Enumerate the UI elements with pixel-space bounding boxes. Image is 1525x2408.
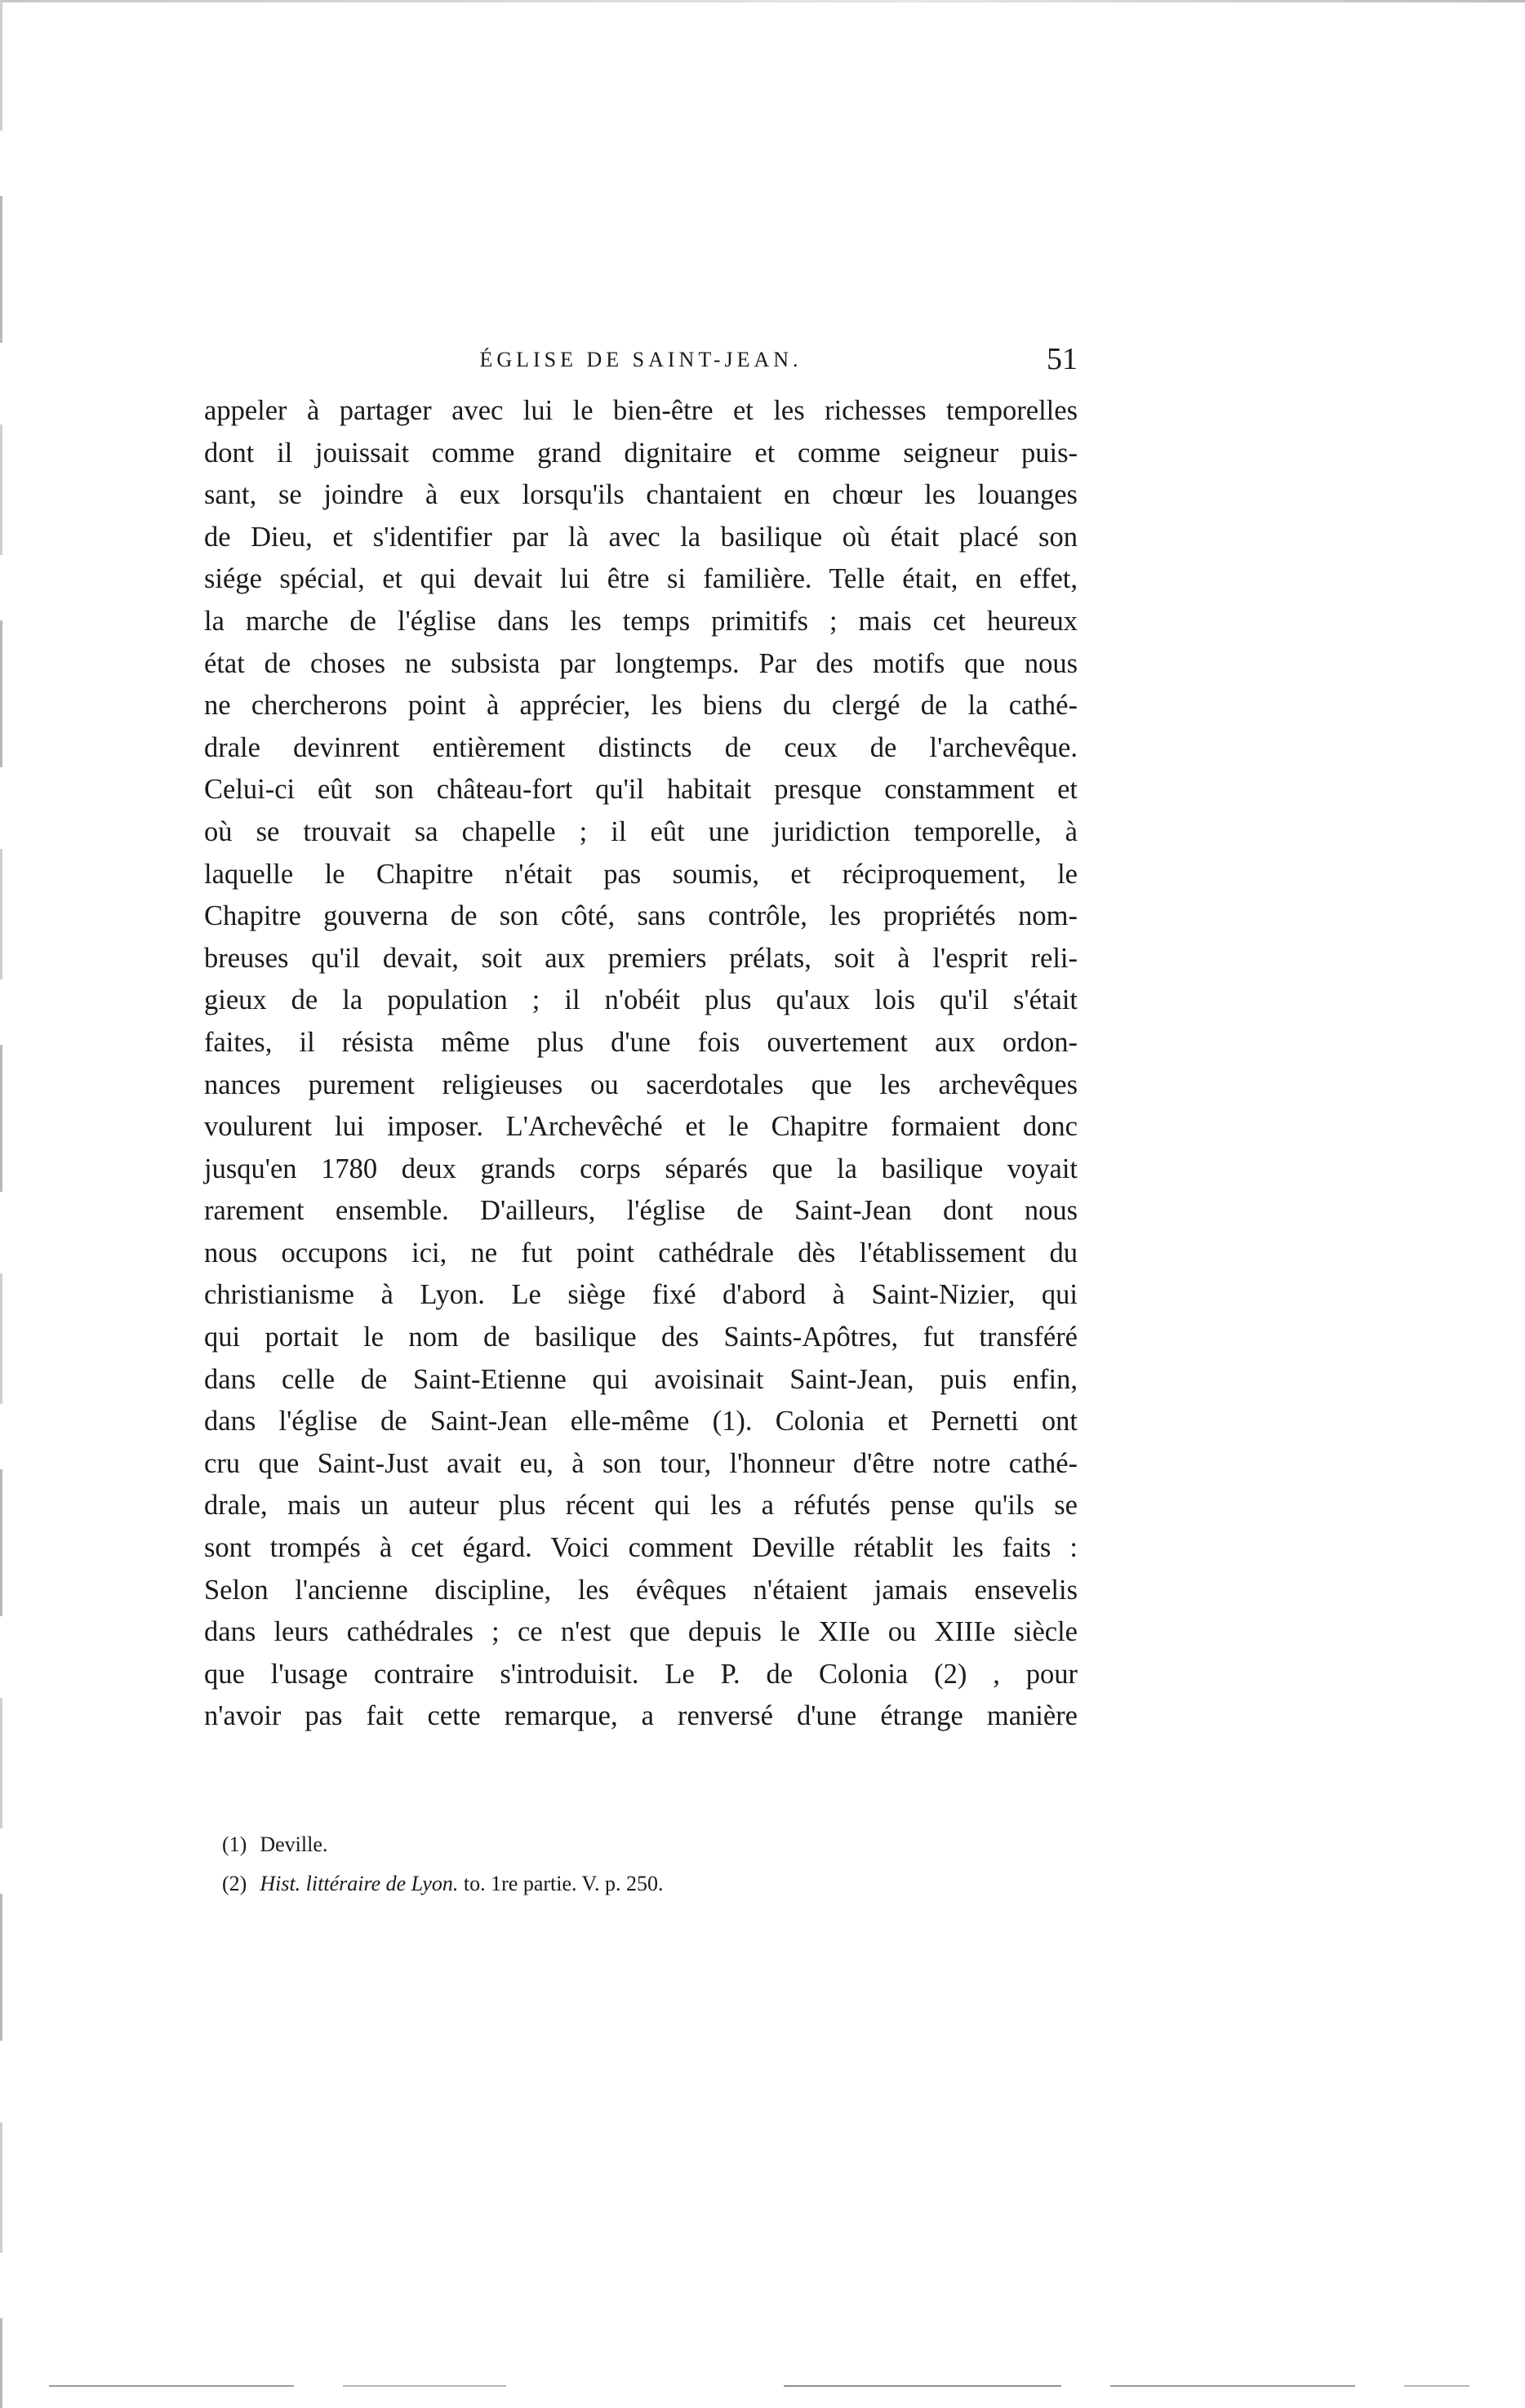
text-line: drale devinrent entièrement distincts de ceux de l'archevêque. bbox=[204, 731, 1078, 763]
text-line: sont trompés à cet égard. Voici comment Deville rétablit les faits : bbox=[204, 1532, 1078, 1564]
footnote-mark: (1) bbox=[222, 1833, 247, 1856]
text-line: dans l'église de Saint-Jean elle-même (1). Colonia et Pernetti ont bbox=[204, 1406, 1078, 1437]
text-line: Celui-ci eût son château-fort qu'il habitait presque constamment et bbox=[204, 774, 1078, 806]
footnote bbox=[222, 1825, 957, 1864]
text-line: état de choses ne subsista par longtemps. Par des motifs que nous bbox=[204, 647, 1078, 679]
text-line: laquelle le Chapitre n'était pas soumis, et réciproquement, le bbox=[204, 858, 1078, 890]
footnote-text: to. 1re partie. V. p. 250. bbox=[463, 1872, 664, 1895]
scan-edge-left bbox=[0, 0, 2, 2408]
text-line: faites, il résista même plus d'une fois ouvertement aux ordon- bbox=[204, 1026, 1078, 1058]
text-line: que l'usage contraire s'introduisit. Le P. de Colonia (2) , pour bbox=[204, 1658, 1078, 1690]
footnote-title: Hist. littéraire de Lyon. bbox=[260, 1872, 459, 1895]
text-line: Chapitre gouverna de son côté, sans contrôle, les propriétés nom- bbox=[204, 900, 1078, 932]
text-line: dont il jouissait comme grand dignitaire et comme seigneur puis- bbox=[204, 437, 1078, 469]
text-line: sant, se joindre à eux lorsqu'ils chantaient en chœur les louanges bbox=[204, 479, 1078, 511]
text-line: christianisme à Lyon. Le siège fixé d'abord à Saint-Nizier, qui bbox=[204, 1279, 1078, 1311]
running-head bbox=[204, 341, 1078, 390]
text-line: n'avoir pas fait cette remarque, a renversé d'une étrange manière bbox=[204, 1700, 1078, 1732]
text-line: drale, mais un auteur plus récent qui les a réfutés pense qu'ils se bbox=[204, 1490, 1078, 1522]
footnotes bbox=[222, 1825, 957, 1904]
text-line: appeler à partager avec lui le bien-être et les richesses temporelles bbox=[204, 395, 1078, 426]
text-line: voulurent lui imposer. L'Archevêché et le Chapitre formaient donc bbox=[204, 1111, 1078, 1143]
text-line: jusqu'en 1780 deux grands corps séparés que la basilique voyait bbox=[204, 1153, 1078, 1184]
text-line: rarement ensemble. D'ailleurs, l'église de Saint-Jean dont nous bbox=[204, 1195, 1078, 1227]
text-line: qui portait le nom de basilique des Saints-Apôtres, fut transféré bbox=[204, 1322, 1078, 1353]
running-title: ÉGLISE DE SAINT-JEAN. bbox=[479, 348, 803, 371]
text-line: cru que Saint-Just avait eu, à son tour, l'honneur d'être notre cathé- bbox=[204, 1447, 1078, 1479]
scan-edge-top bbox=[0, 0, 1525, 2]
text-line: nous occupons ici, ne fut point cathédrale dès l'établissement du bbox=[204, 1237, 1078, 1268]
footnote bbox=[222, 1864, 957, 1904]
text-line: nances purement religieuses ou sacerdotales que les archevêques bbox=[204, 1068, 1078, 1100]
text-line: dans celle de Saint-Etienne qui avoisinait Saint-Jean, puis enfin, bbox=[204, 1363, 1078, 1395]
page-number: 51 bbox=[1047, 342, 1078, 376]
text-line: gieux de la population ; il n'obéit plus qu'aux lois qu'il s'était bbox=[204, 984, 1078, 1016]
footnote-text: Deville. bbox=[260, 1833, 328, 1856]
text-line: Selon l'ancienne discipline, les évêques n'étaient jamais ensevelis bbox=[204, 1574, 1078, 1606]
text-line: la marche de l'église dans les temps primitifs ; mais cet heureux bbox=[204, 605, 1078, 637]
text-line: de Dieu, et s'identifier par là avec la basilique où était placé son bbox=[204, 521, 1078, 553]
text-line: siége spécial, et qui devait lui être si familière. Telle était, en effet, bbox=[204, 563, 1078, 595]
text-line: breuses qu'il devait, soit aux premiers prélats, soit à l'esprit reli- bbox=[204, 942, 1078, 974]
footnote-mark: (2) bbox=[222, 1872, 247, 1895]
body-text bbox=[204, 390, 1078, 1738]
text-line: ne chercherons point à apprécier, les biens du clergé de la cathé- bbox=[204, 690, 1078, 722]
scan-edge-bottom bbox=[49, 2385, 1469, 2387]
text-line: dans leurs cathédrales ; ce n'est que depuis le XIIe ou XIIIe siècle bbox=[204, 1616, 1078, 1648]
text-line: où se trouvait sa chapelle ; il eût une juridiction temporelle, à bbox=[204, 815, 1078, 847]
